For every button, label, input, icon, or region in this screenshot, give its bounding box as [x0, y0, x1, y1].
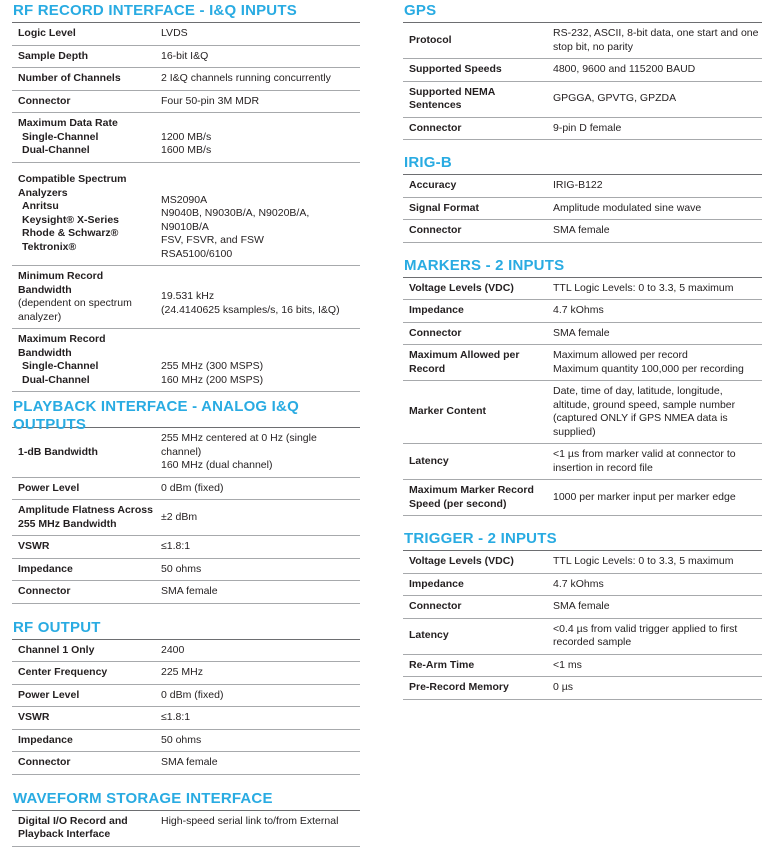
- spec-table: [403, 22, 762, 140]
- spec-label-line: Sample Depth: [18, 49, 89, 62]
- spec-label-line: analyzer): [18, 310, 62, 323]
- spec-value: [549, 619, 762, 654]
- spec-value-line: supplied): [553, 425, 596, 438]
- spec-value-line: N9040B, N9030B/A, N9020B/A, N9010B/A: [161, 207, 310, 233]
- right-column: [403, 0, 762, 700]
- spec-label: [12, 113, 157, 162]
- spec-label-line: Accuracy: [409, 179, 457, 191]
- spec-label-line: Tektronix®: [22, 240, 77, 253]
- spec-label-line: Connector: [18, 585, 71, 597]
- spec-label: [12, 91, 157, 113]
- spec-value-line: 16-bit I&Q: [161, 49, 209, 62]
- spec-label-line: Connector: [409, 600, 462, 612]
- spec-label: [12, 640, 157, 662]
- spec-value: [549, 444, 762, 479]
- spec-value-line: LVDS: [161, 27, 188, 39]
- spec-value: [549, 487, 762, 509]
- spec-value: [157, 662, 360, 684]
- spec-value-line: SMA female: [161, 585, 218, 597]
- spec-value: [549, 220, 762, 242]
- spec-label-line: Latency: [409, 629, 449, 642]
- spec-row: [12, 68, 360, 91]
- spec-value-line: 4.7 kOhms: [553, 304, 604, 316]
- spec-label: [403, 175, 549, 197]
- spec-label: [12, 23, 157, 45]
- spec-label: [403, 480, 549, 515]
- spec-value-line: RS-232, ASCII, 8-bit data, one start and one: [553, 27, 759, 39]
- spec-label-line: Channel 1 Only: [18, 643, 95, 656]
- spec-value-line: [161, 828, 360, 842]
- spec-label-line: Anritsu: [22, 200, 59, 213]
- spec-row: [403, 23, 762, 59]
- spec-label-line: Speed (per second): [409, 497, 507, 510]
- spec-value-line: Four 50-pin 3M MDR: [161, 94, 260, 107]
- spec-value-line: 160 MHz (200 MSPS): [161, 373, 264, 386]
- spec-value-line: altitude, ground speed, sample number: [553, 398, 736, 411]
- spec-label-line: Connector: [409, 326, 462, 339]
- section-gps: [403, 0, 762, 140]
- spec-value-line: Maximum quantity 100,000 per recording: [553, 362, 744, 375]
- section-markers: [403, 255, 762, 517]
- spec-label-line: Pre-Record Memory: [409, 681, 509, 693]
- spec-value: [549, 677, 762, 699]
- spec-value-line: ±2 dBm: [161, 510, 198, 523]
- spec-label-line: Supported NEMA: [409, 85, 496, 98]
- section-waveform-storage: [12, 788, 360, 847]
- spec-row: [403, 574, 762, 597]
- spec-label-line: Connector: [409, 121, 462, 134]
- spec-label-line: Connector: [18, 94, 71, 107]
- spec-row: [12, 163, 360, 267]
- spec-label-line: Voltage Levels (VDC): [409, 281, 514, 294]
- spec-table: [403, 174, 762, 243]
- spec-value-line: [161, 277, 360, 291]
- spec-label-line: Center Frequency: [18, 666, 108, 678]
- spec-value: [157, 113, 360, 162]
- spec-label-line: 255 MHz Bandwidth: [18, 517, 117, 530]
- spec-label-line: Number of Channels: [18, 72, 121, 84]
- spec-label: [403, 278, 549, 300]
- spec-value: [157, 91, 360, 113]
- spec-label-line: Single-Channel: [22, 130, 99, 143]
- spec-value-line: SMA female: [161, 756, 218, 768]
- spec-row: [12, 662, 360, 685]
- section-playback: [12, 398, 360, 604]
- spec-label-line: Re-Arm Time: [409, 658, 475, 671]
- spec-value: [157, 581, 360, 603]
- spec-value: [157, 428, 360, 477]
- spec-label: [12, 500, 157, 535]
- spec-row: [403, 596, 762, 619]
- spec-label-line: Impedance: [18, 562, 73, 575]
- spec-label: [12, 329, 157, 391]
- spec-value: [157, 478, 360, 500]
- spec-value: [549, 88, 762, 110]
- spec-value-line: 255 MHz centered at 0 Hz (single channel): [161, 432, 317, 458]
- spec-value-line: 2 I&Q channels running concurrently: [161, 72, 331, 84]
- spec-value: [549, 381, 762, 443]
- spec-row: [12, 91, 360, 114]
- spec-label: [403, 198, 549, 220]
- spec-label: [403, 655, 549, 677]
- spec-label-line: Protocol: [409, 33, 452, 46]
- spec-value-line: [161, 180, 360, 194]
- spec-label: [403, 220, 549, 242]
- spec-value: [549, 655, 762, 677]
- spec-value-line: insertion in record file: [553, 461, 653, 474]
- spec-row: [403, 444, 762, 480]
- spec-value-line: TTL Logic Levels: 0 to 3.3, 5 maximum: [553, 555, 734, 567]
- spec-table: [12, 810, 360, 847]
- spec-value-line: (captured ONLY if GPS NMEA data is: [553, 412, 728, 424]
- spec-value: [549, 278, 762, 300]
- spec-label-line: Supported Speeds: [409, 63, 502, 75]
- spec-label-line: Amplitude Flatness Across: [18, 504, 153, 516]
- spec-row: [403, 59, 762, 82]
- spec-value: [549, 345, 762, 380]
- spec-label: [12, 536, 157, 558]
- spec-row: [12, 536, 360, 559]
- spec-row: [12, 428, 360, 478]
- spec-value-line: ≤1.8:1: [161, 711, 191, 723]
- spec-value: [157, 559, 360, 581]
- spec-value-line: 0 µs: [553, 681, 574, 693]
- spec-label: [12, 266, 157, 328]
- spec-value-line: MS2090A: [161, 193, 208, 206]
- spec-label-line: Playback Interface: [18, 828, 111, 840]
- spec-value-line: (24.4140625 ksamples/s, 16 bits, I&Q): [161, 303, 340, 316]
- spec-value-line: SMA female: [553, 224, 610, 236]
- spec-value: [549, 198, 762, 220]
- spec-value: [157, 536, 360, 558]
- spec-value-line: 50 ohms: [161, 562, 202, 575]
- spec-value: [157, 811, 360, 846]
- spec-label: [12, 559, 157, 581]
- spec-label-line: Marker Content: [409, 405, 487, 418]
- section-rf-record: [12, 0, 360, 392]
- spec-label-line: VSWR: [18, 711, 50, 723]
- spec-label: [12, 811, 157, 846]
- spec-value-line: 4800, 9600 and 115200 BAUD: [553, 63, 696, 75]
- spec-row: [12, 811, 360, 847]
- spec-value: [549, 551, 762, 573]
- spec-value-line: SMA female: [553, 600, 610, 612]
- spec-value-line: 1200 MB/s: [161, 130, 212, 143]
- spec-value-line: [161, 117, 360, 131]
- spec-value: [157, 685, 360, 707]
- spec-value: [549, 323, 762, 345]
- spec-value-line: [161, 333, 360, 347]
- spec-label-line: Dual-Channel: [22, 373, 90, 386]
- spec-label: [12, 685, 157, 707]
- spec-value-line: 160 MHz (dual channel): [161, 459, 273, 471]
- spec-label-line: (dependent on spectrum: [18, 297, 132, 309]
- spec-label-line: Logic Level: [18, 27, 76, 39]
- spec-value-line: Amplitude modulated sine wave: [553, 201, 702, 214]
- spec-label: [403, 30, 549, 52]
- spec-table: [403, 277, 762, 517]
- spec-value-line: RSA5100/6100: [161, 247, 233, 260]
- section-title: RF RECORD INTERFACE - I&Q INPUTS: [13, 2, 297, 19]
- spec-label: [12, 581, 157, 603]
- spec-value-line: IRIG-B122: [553, 179, 603, 191]
- spec-label: [12, 169, 157, 258]
- spec-label: [12, 662, 157, 684]
- spec-value: [157, 23, 360, 45]
- spec-value-line: 255 MHz (300 MSPS): [161, 360, 264, 372]
- spec-row: [403, 381, 762, 444]
- section-title: MARKERS - 2 INPUTS: [404, 256, 565, 274]
- spec-label: [403, 300, 549, 322]
- spec-row: [403, 677, 762, 700]
- spec-row: [403, 118, 762, 141]
- spec-label: [12, 752, 157, 774]
- spec-label-line: Keysight® X-Series: [22, 213, 120, 226]
- spec-value-line: <1 µs from marker valid at connector to: [553, 448, 736, 460]
- spec-value: [549, 118, 762, 140]
- spec-row: [403, 175, 762, 198]
- spec-value-line: <1 ms: [553, 658, 582, 671]
- spec-label: [12, 46, 157, 68]
- spec-label-line: Power Level: [18, 481, 80, 494]
- spec-label: [12, 442, 157, 464]
- spec-row: [403, 278, 762, 301]
- spec-row: [403, 619, 762, 655]
- spec-value-line: stop bit, no parity: [553, 40, 633, 53]
- spec-label-line: Digital I/O Record and: [18, 814, 128, 827]
- spec-value-line: SMA female: [553, 326, 610, 339]
- spec-value-line: 9-pin D female: [553, 121, 622, 134]
- spec-label: [403, 574, 549, 596]
- spec-label: [403, 345, 549, 380]
- spec-value: [157, 507, 360, 529]
- spec-row: [12, 266, 360, 329]
- section-title: GPS: [404, 2, 437, 19]
- spec-table: [12, 427, 360, 604]
- spec-label-line: Impedance: [409, 304, 464, 316]
- spec-label: [403, 323, 549, 345]
- spec-label-line: Impedance: [18, 733, 73, 746]
- spec-value: [157, 707, 360, 729]
- spec-value-line: ≤1.8:1: [161, 540, 191, 552]
- spec-label: [12, 730, 157, 752]
- spec-label: [403, 59, 549, 81]
- spec-label: [403, 677, 549, 699]
- spec-value-line: 1000 per marker input per marker edge: [553, 490, 736, 503]
- spec-row: [12, 581, 360, 604]
- spec-label-line: Connector: [18, 756, 71, 768]
- spec-label: [12, 68, 157, 90]
- spec-value: [157, 730, 360, 752]
- spec-label: [403, 118, 549, 140]
- spec-value-line: FSV, FSVR, and FSW: [161, 234, 264, 246]
- spec-value: [157, 329, 360, 391]
- spec-label-line: Connector: [409, 224, 462, 236]
- spec-value-line: 0 dBm (fixed): [161, 688, 224, 701]
- spec-label-line: Maximum Marker Record: [409, 484, 534, 496]
- spec-label: [403, 551, 549, 573]
- section-title: TRIGGER - 2 INPUTS: [404, 530, 557, 547]
- section-title: RF OUTPUT: [13, 618, 101, 636]
- spec-label-line: Power Level: [18, 688, 80, 701]
- spec-label-line: Maximum Allowed per: [409, 349, 520, 361]
- section-title: IRIG-B: [404, 154, 452, 171]
- spec-row: [12, 113, 360, 163]
- spec-label: [12, 478, 157, 500]
- spec-label-line: Latency: [409, 454, 449, 467]
- spec-row: [403, 300, 762, 323]
- spec-row: [12, 752, 360, 775]
- spec-label-line: Sentences: [409, 99, 462, 111]
- spec-value: [549, 574, 762, 596]
- section-title: WAVEFORM STORAGE INTERFACE: [13, 789, 273, 807]
- spec-value-line: Maximum allowed per record: [553, 349, 688, 361]
- spec-value-line: 1600 MB/s: [161, 144, 212, 156]
- spec-row: [12, 559, 360, 582]
- spec-table: [12, 22, 360, 392]
- spec-label-line: Minimum Record Bandwidth: [18, 270, 104, 296]
- spec-label-line: Signal Format: [409, 201, 480, 214]
- spec-row: [403, 323, 762, 346]
- spec-label: [12, 707, 157, 729]
- spec-value-line: [161, 347, 360, 361]
- spec-value-line: 0 dBm (fixed): [161, 481, 224, 494]
- spec-value: [157, 46, 360, 68]
- section-trigger: [403, 528, 762, 700]
- spec-label-line: Record: [409, 362, 446, 375]
- spec-label: [403, 596, 549, 618]
- spec-label-line: Voltage Levels (VDC): [409, 555, 514, 567]
- spec-value: [549, 175, 762, 197]
- spec-value-line: 225 MHz: [161, 666, 204, 678]
- spec-value: [157, 640, 360, 662]
- spec-label: [403, 82, 549, 117]
- spec-row: [12, 23, 360, 46]
- spec-value-line: 19.531 kHz: [161, 290, 215, 303]
- spec-value-line: recorded sample: [553, 636, 632, 648]
- spec-value-line: [161, 167, 360, 181]
- spec-row: [403, 82, 762, 118]
- spec-value-line: <0.4 µs from valid trigger applied to first: [553, 622, 738, 635]
- spec-table: [403, 550, 762, 700]
- spec-value-line: 2400: [161, 643, 185, 656]
- spec-value: [549, 23, 762, 58]
- spec-row: [12, 640, 360, 663]
- spec-row: [12, 730, 360, 753]
- spec-value-line: High-speed serial link to/from External: [161, 814, 339, 827]
- spec-label-line: 1-dB Bandwidth: [18, 445, 98, 458]
- section-title: PLAYBACK INTERFACE - ANALOG I&Q OUTPUTS: [13, 398, 299, 433]
- spec-row: [403, 551, 762, 574]
- spec-row: [403, 345, 762, 381]
- spec-label-line: Rhode & Schwarz®: [22, 227, 119, 240]
- spec-value-line: 50 ohms: [161, 733, 202, 746]
- spec-row: [12, 500, 360, 536]
- spec-value: [549, 596, 762, 618]
- spec-label-line: Impedance: [409, 577, 464, 590]
- spec-label: [403, 625, 549, 647]
- spec-value-line: TTL Logic Levels: 0 to 3.3, 5 maximum: [553, 281, 734, 294]
- spec-row: [403, 480, 762, 516]
- spec-value: [157, 752, 360, 774]
- spec-value-line: Date, time of day, latitude, longitude,: [553, 385, 723, 397]
- spec-row: [12, 46, 360, 69]
- spec-label: [403, 401, 549, 423]
- spec-table: [12, 639, 360, 775]
- spec-value-line: GPGGA, GPVTG, GPZDA: [553, 92, 677, 105]
- spec-value: [157, 273, 360, 322]
- spec-label: [403, 451, 549, 473]
- section-irig-b: [403, 152, 762, 243]
- spec-label-line: Bandwidth: [18, 346, 72, 359]
- spec-label-line: Single-Channel: [22, 360, 99, 372]
- spec-row: [12, 707, 360, 730]
- spec-label-line: Maximum Record: [18, 333, 106, 345]
- left-column: [12, 0, 360, 847]
- spec-row: [12, 685, 360, 708]
- spec-row: [403, 220, 762, 243]
- spec-label-line: Compatible Spectrum: [18, 173, 127, 186]
- spec-row: [12, 329, 360, 392]
- spec-label-line: VSWR: [18, 540, 50, 552]
- spec-value: [157, 68, 360, 90]
- spec-label-line: Dual-Channel: [22, 144, 90, 156]
- spec-label-line: Maximum Data Rate: [18, 117, 118, 129]
- section-rf-output: [12, 617, 360, 775]
- spec-row: [12, 478, 360, 501]
- spec-label-line: Analyzers: [18, 186, 68, 199]
- spec-value: [157, 163, 360, 266]
- spec-value: [549, 59, 762, 81]
- spec-row: [403, 198, 762, 221]
- spec-row: [403, 655, 762, 678]
- spec-value-line: 4.7 kOhms: [553, 577, 604, 590]
- spec-value: [549, 300, 762, 322]
